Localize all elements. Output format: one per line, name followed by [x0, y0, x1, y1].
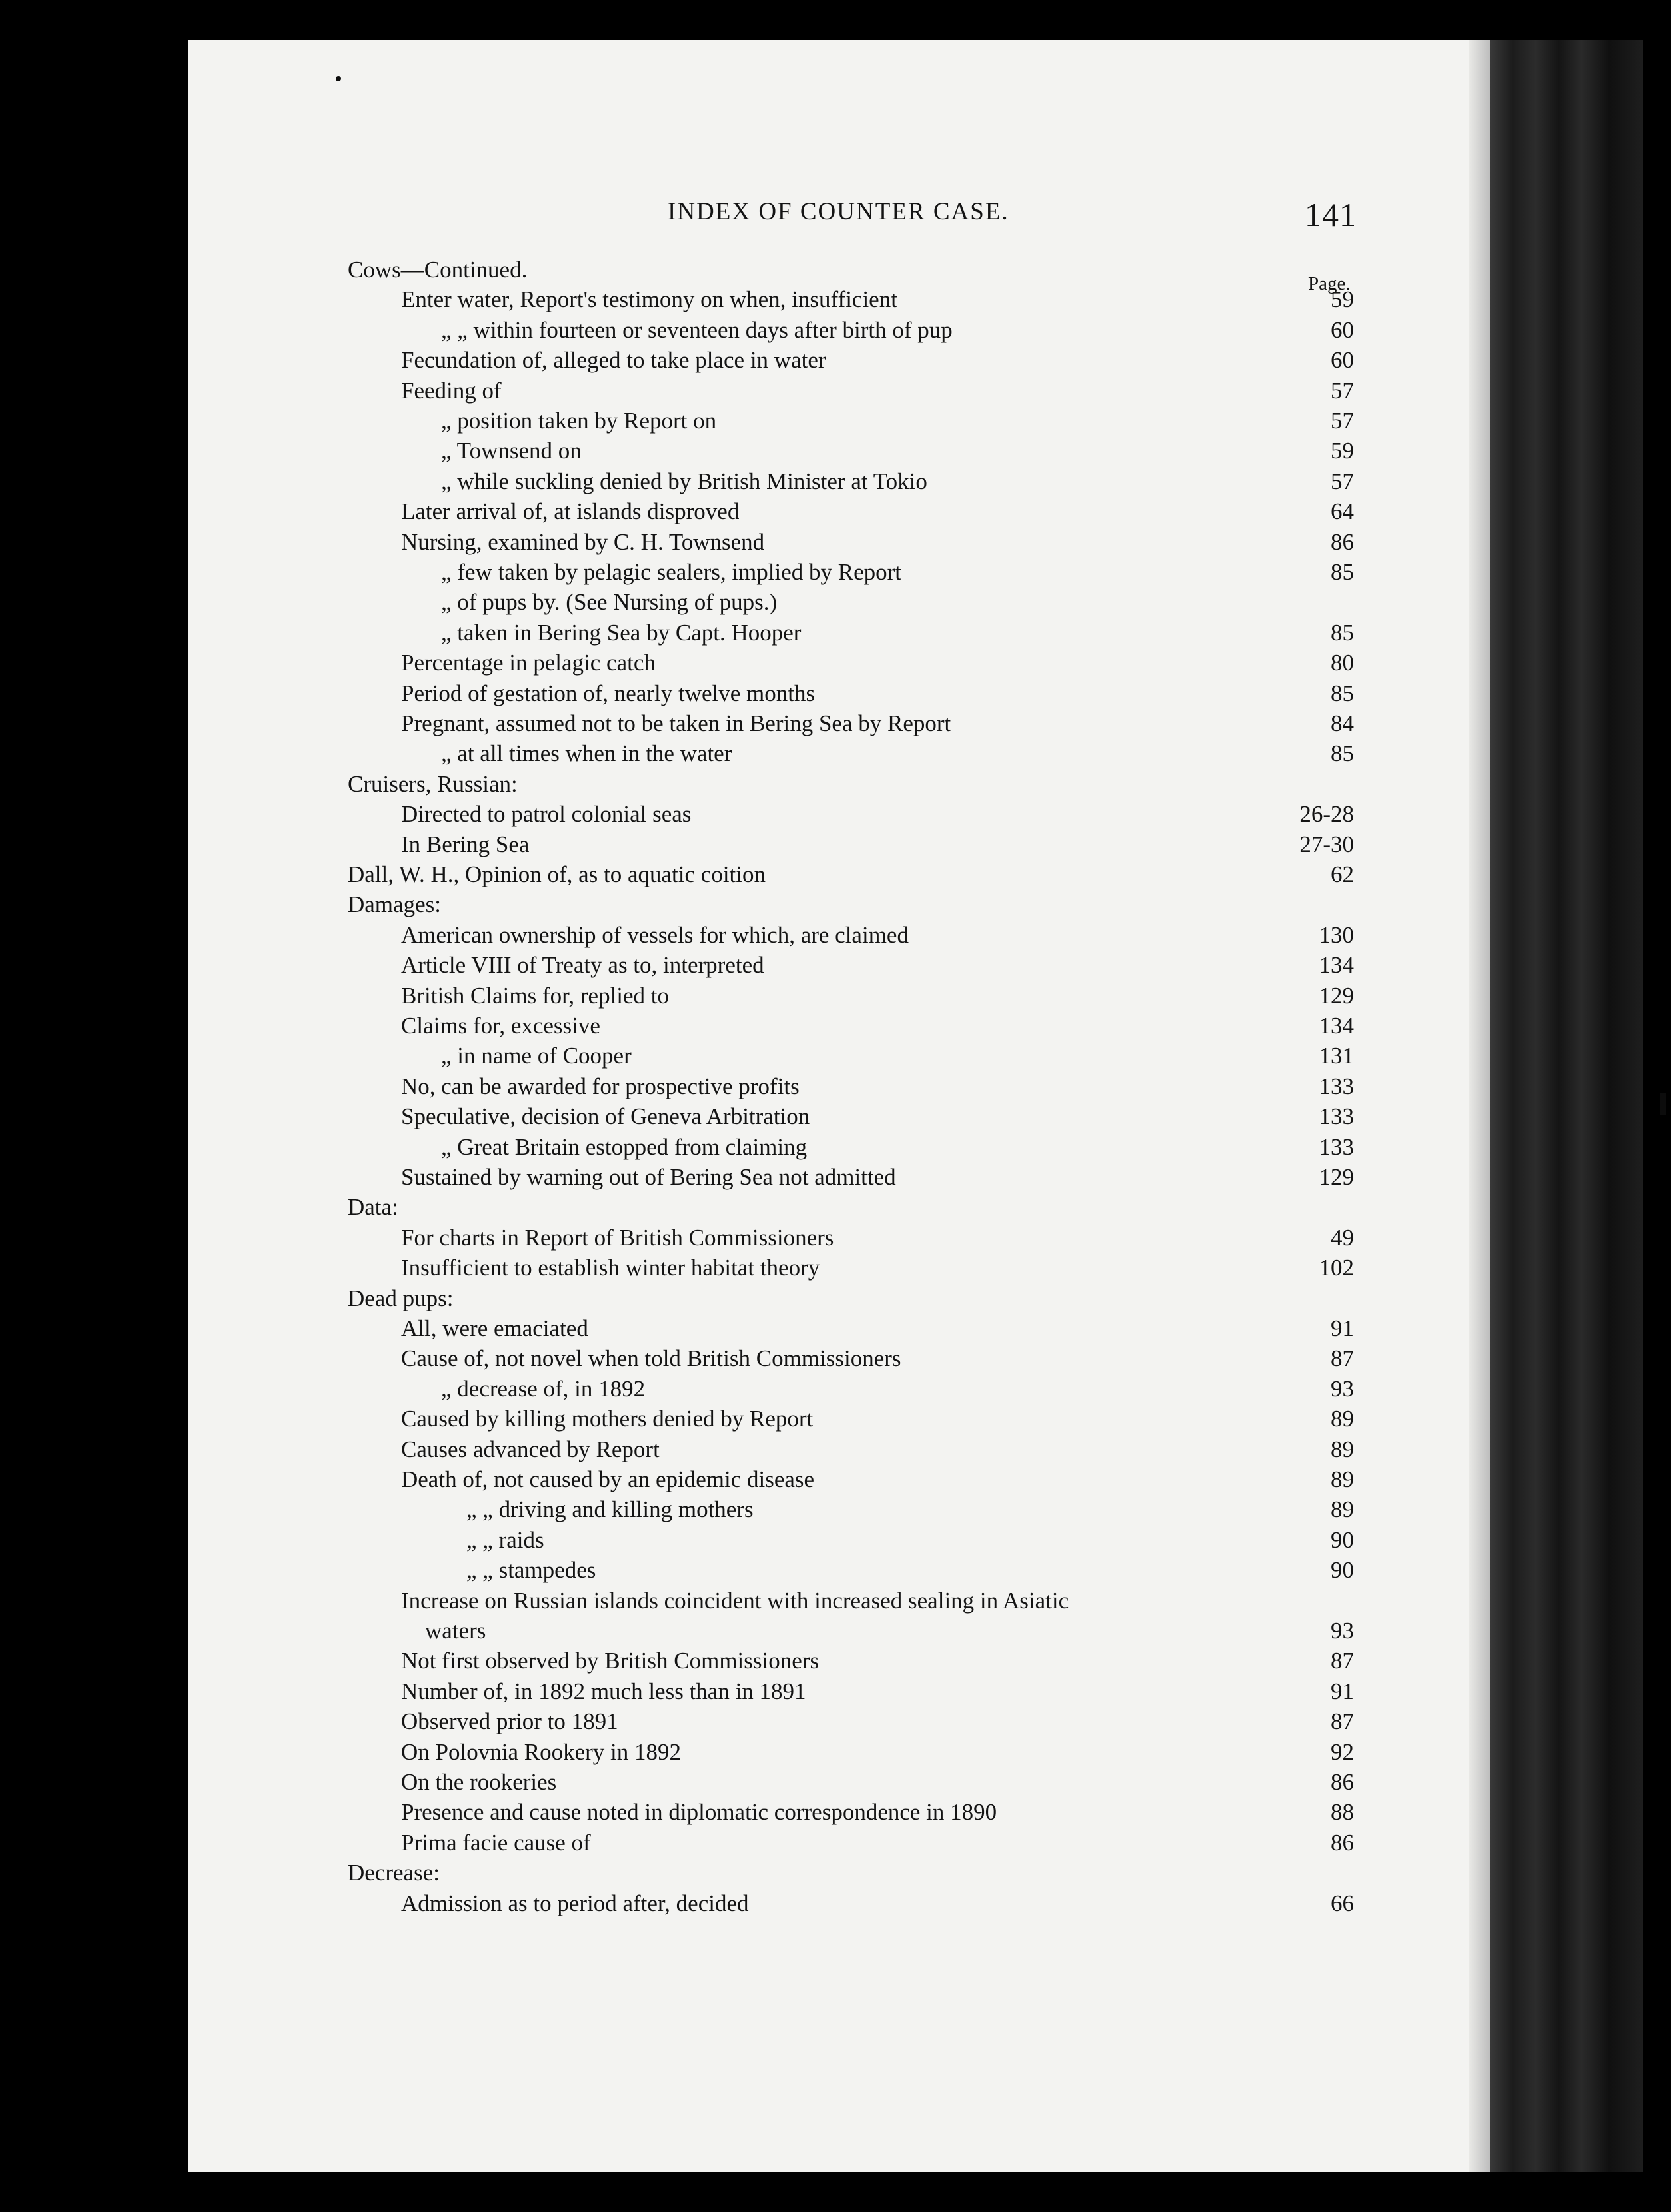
index-entry: [401, 1797, 1354, 1828]
entry-text: „ of pups by. (See Nursing of pups.): [441, 589, 778, 615]
index-entry: [441, 315, 1354, 346]
index-entry: [401, 950, 1354, 981]
leader-dots: [848, 1223, 1274, 1253]
entry-page: 89: [1331, 1496, 1354, 1522]
entry-page: 60: [1331, 347, 1354, 373]
index-entry: [401, 1586, 1354, 1616]
entry-text: „ in name of Cooper: [441, 1043, 632, 1069]
entry-text: Percentage in pelagic catch: [401, 650, 656, 676]
index-entry: [401, 1646, 1354, 1676]
index-entry: [401, 1737, 1354, 1768]
entry-text: „ „ stampedes: [466, 1557, 596, 1583]
entry-text: All, were emaciated: [401, 1315, 588, 1341]
entry-text: Decrease:: [348, 1860, 440, 1886]
index-entry: [441, 1041, 1354, 1071]
entry-text: Presence and cause noted in diplomatic correspondence in 1890: [401, 1799, 997, 1825]
entry-text: Fecundation of, alleged to take place in water: [401, 347, 826, 373]
index-entry: [466, 1494, 1354, 1525]
entry-page: 57: [1331, 408, 1354, 434]
leader-dots: [754, 496, 1274, 527]
entry-page: 57: [1331, 468, 1354, 494]
entry-page: 86: [1331, 1830, 1354, 1856]
entry-text: „ Great Britain estopped from claiming: [441, 1134, 808, 1160]
entry-page: 87: [1331, 1648, 1354, 1674]
entry-text: In Bering Sea: [401, 831, 530, 857]
entry-text: „ while suckling denied by British Minister at Tokio: [441, 468, 927, 494]
entry-page: 93: [1331, 1376, 1354, 1402]
leader-dots: [916, 1343, 1274, 1374]
index-entry: [401, 1223, 1354, 1253]
index-entry: [401, 284, 1354, 315]
leader-dots: [1011, 1797, 1274, 1828]
index-heading: [348, 769, 1354, 800]
leader-dots: [780, 859, 1274, 890]
leader-dots: [923, 920, 1274, 951]
entry-page: 59: [1331, 286, 1354, 312]
leader-dots: [706, 799, 1274, 830]
index-entry: [401, 1767, 1354, 1798]
index-entry: [441, 618, 1354, 648]
index-entry: [441, 587, 1354, 618]
leader-dots: [965, 708, 1274, 739]
index-entry: [401, 1101, 1354, 1132]
leader-dots: [596, 436, 1274, 466]
index-entry: [401, 648, 1354, 678]
entry-text: „ decrease of, in 1892: [441, 1376, 646, 1402]
leader-dots: [829, 1464, 1274, 1495]
entry-page: 86: [1331, 1769, 1354, 1795]
index-entry: [401, 1343, 1354, 1374]
leader-dots: [746, 738, 1274, 769]
index-entry: [401, 1011, 1354, 1041]
page-column-label: Page.: [1308, 273, 1351, 294]
entry-page: 134: [1319, 1013, 1354, 1039]
index-entry: [401, 1464, 1354, 1495]
index-entry: [401, 981, 1354, 1011]
entry-text: Admission as to period after, decided: [401, 1890, 749, 1916]
leader-dots: [834, 1646, 1274, 1676]
leader-dots: [544, 830, 1274, 860]
entry-page: 93: [1331, 1618, 1354, 1644]
entry-text: Cows—Continued.: [348, 257, 528, 282]
index-entry: [401, 496, 1354, 527]
entry-text: Period of gestation of, nearly twelve months: [401, 680, 816, 706]
index-entry: [401, 920, 1354, 951]
index-entry: [401, 830, 1354, 860]
index-heading: [348, 1192, 1354, 1223]
leader-dots: [841, 345, 1274, 376]
leader-dots: [779, 527, 1274, 558]
entry-text: Damages:: [348, 891, 441, 917]
leader-dots: [731, 406, 1274, 436]
entry-page: 89: [1331, 1406, 1354, 1432]
index-entry: [401, 1434, 1354, 1465]
index-entry: [401, 1071, 1354, 1102]
entry-text: Causes advanced by Report: [401, 1436, 660, 1462]
scan-speck: [1660, 1093, 1666, 1115]
leader-dots: [824, 1101, 1274, 1132]
entry-text: waters: [425, 1618, 486, 1644]
entry-text: Article VIII of Treaty as to, interpreted: [401, 952, 764, 978]
entry-text: Increase on Russian islands coincident with increased sealing in Asiatic: [401, 1588, 1069, 1614]
entry-page: 59: [1331, 438, 1354, 464]
leader-dots: [571, 1767, 1274, 1798]
index-entry: [441, 406, 1354, 436]
leader-dots: [696, 1737, 1274, 1768]
entry-page: 86: [1331, 529, 1354, 555]
index-entry: [401, 678, 1354, 709]
leader-dots: [684, 981, 1274, 1011]
entry-text: Prima facie cause of: [401, 1830, 591, 1856]
index-heading: [348, 859, 1354, 890]
entry-text: „ position taken by Report on: [441, 408, 717, 434]
scan-speck: [336, 76, 341, 81]
entry-text: „ taken in Bering Sea by Capt. Hooper: [441, 620, 802, 646]
index-entry: [401, 527, 1354, 558]
index-entry: [401, 1404, 1354, 1434]
entry-page: 129: [1319, 983, 1354, 1009]
entry-text: Data:: [348, 1194, 398, 1220]
entry-page: 90: [1331, 1527, 1354, 1553]
entry-text: Nursing, examined by C. H. Townsend: [401, 529, 765, 555]
entry-text: „ „ raids: [466, 1527, 544, 1553]
entry-page: 131: [1319, 1043, 1354, 1069]
page-number: 141: [1305, 196, 1357, 233]
page-gutter-shadow: [1469, 40, 1490, 2172]
leader-dots: [646, 1041, 1274, 1071]
entry-page: 134: [1319, 952, 1354, 978]
entry-text: Enter water, Report's testimony on when, insufficient: [401, 286, 897, 312]
entry-text: Dall, W. H., Opinion of, as to aquatic coition: [348, 861, 766, 887]
entry-text: „ few taken by pelagic sealers, implied by Report: [441, 559, 902, 585]
leader-dots: [633, 1706, 1274, 1737]
entry-page: 133: [1319, 1103, 1354, 1129]
index-entry: [401, 1162, 1354, 1193]
leader-dots: [606, 1828, 1274, 1858]
entry-page: 91: [1331, 1678, 1354, 1704]
entry-page: 85: [1331, 559, 1354, 585]
leader-dots: [768, 1494, 1274, 1525]
leader-dots: [814, 1071, 1274, 1102]
entry-page: 87: [1331, 1345, 1354, 1371]
entry-text: Cruisers, Russian:: [348, 771, 518, 797]
entry-page: 57: [1331, 378, 1354, 404]
index-entry: [401, 1888, 1354, 1919]
entry-text: On Polovnia Rookery in 1892: [401, 1739, 681, 1765]
entry-page: 85: [1331, 680, 1354, 706]
index-heading: [348, 255, 1354, 285]
entry-page: 91: [1331, 1315, 1354, 1341]
index-entry: [401, 345, 1354, 376]
entry-text: Cause of, not novel when told British Commissioners: [401, 1345, 901, 1371]
entry-text: Number of, in 1892 much less than in 1891: [401, 1678, 806, 1704]
entry-text: Dead pups:: [348, 1285, 454, 1311]
entry-page: 102: [1319, 1255, 1354, 1281]
leader-dots: [911, 1162, 1274, 1193]
entry-text: Insufficient to establish winter habitat theory: [401, 1255, 820, 1281]
leader-dots: [603, 1313, 1274, 1344]
book-edge: [1490, 40, 1643, 2172]
index-heading: [348, 1858, 1354, 1888]
entry-text: „ „ driving and killing mothers: [466, 1496, 754, 1522]
leader-dots: [821, 1676, 1274, 1707]
entry-page: 64: [1331, 498, 1354, 524]
entry-page: 129: [1319, 1164, 1354, 1190]
entry-text: British Claims for, replied to: [401, 983, 670, 1009]
entry-page: 87: [1331, 1708, 1354, 1734]
index-entry: [425, 1616, 1354, 1646]
entry-text: Sustained by warning out of Bering Sea not admitted: [401, 1164, 896, 1190]
leader-dots: [674, 1434, 1274, 1465]
leader-dots: [500, 1616, 1274, 1646]
entry-page: 88: [1331, 1799, 1354, 1825]
leader-dots: [610, 1555, 1274, 1586]
leader-dots: [559, 1525, 1274, 1556]
entry-page: 84: [1331, 710, 1354, 736]
entry-text: Speculative, decision of Geneva Arbitration: [401, 1103, 810, 1129]
index-entry: [441, 738, 1354, 769]
index-entry: [401, 1828, 1354, 1858]
entry-page: 133: [1319, 1134, 1354, 1160]
index-entry: [441, 466, 1354, 497]
entry-text: Later arrival of, at islands disproved: [401, 498, 740, 524]
index-heading: [348, 1283, 1354, 1314]
leader-dots: [834, 1253, 1274, 1283]
entry-page: 60: [1331, 317, 1354, 343]
index-entry: [466, 1555, 1354, 1586]
entry-page: 90: [1331, 1557, 1354, 1583]
entry-text: Caused by killing mothers denied by Report: [401, 1406, 814, 1432]
entry-page: 85: [1331, 620, 1354, 646]
entry-page: 92: [1331, 1739, 1354, 1765]
leader-dots: [942, 466, 1274, 497]
index-entry: [441, 436, 1354, 466]
index-entry: [441, 1132, 1354, 1163]
entry-text: Not first observed by British Commissioners: [401, 1648, 820, 1674]
entry-page: 62: [1331, 861, 1354, 887]
entry-text: Pregnant, assumed not to be taken in Bering Sea by Report: [401, 710, 951, 736]
entry-page: 80: [1331, 650, 1354, 676]
index-entry: [401, 376, 1354, 406]
entry-text: American ownership of vessels for which, are claimed: [401, 922, 909, 948]
entry-page: 85: [1331, 740, 1354, 766]
leader-dots: [822, 1132, 1274, 1163]
index-entry: [401, 1676, 1354, 1707]
leader-dots: [916, 557, 1274, 588]
entry-text: Claims for, excessive: [401, 1013, 600, 1039]
leader-dots: [816, 618, 1274, 648]
entry-text: „ Townsend on: [441, 438, 582, 464]
entry-text: No, can be awarded for prospective profits: [401, 1073, 800, 1099]
index-entry: [441, 1374, 1354, 1404]
index-entry: [401, 799, 1354, 830]
entry-page: 133: [1319, 1073, 1354, 1099]
leader-dots: [967, 315, 1274, 346]
entry-text: On the rookeries: [401, 1769, 557, 1795]
entry-page: 89: [1331, 1466, 1354, 1492]
leader-dots: [830, 678, 1274, 709]
leader-dots: [828, 1404, 1274, 1434]
index-heading: [348, 889, 1354, 920]
leader-dots: [615, 1011, 1274, 1041]
leader-dots: [764, 1888, 1274, 1919]
entry-text: Feeding of: [401, 378, 502, 404]
index-entry: [401, 1253, 1354, 1283]
entry-text: Death of, not caused by an epidemic disease: [401, 1466, 815, 1492]
entry-text: „ at all times when in the water: [441, 740, 732, 766]
entry-page: 49: [1331, 1225, 1354, 1251]
entry-text: For charts in Report of British Commissioners: [401, 1225, 834, 1251]
index-entry: [401, 1706, 1354, 1737]
running-head: INDEX OF COUNTER CASE.: [668, 198, 1009, 225]
entry-page: 130: [1319, 922, 1354, 948]
leader-dots: [516, 376, 1274, 406]
entry-text: Directed to patrol colonial seas: [401, 801, 692, 827]
entry-page: 26-28: [1299, 801, 1354, 827]
index-entry: [441, 557, 1354, 588]
entry-page: 89: [1331, 1436, 1354, 1462]
leader-dots: [912, 284, 1274, 315]
index-entry: [401, 708, 1354, 739]
entry-page: 66: [1331, 1890, 1354, 1916]
leader-dots: [660, 1374, 1274, 1404]
entry-text: Observed prior to 1891: [401, 1708, 618, 1734]
index-entry: [466, 1525, 1354, 1556]
entry-text: „ „ within fourteen or seventeen days after birth of pup: [441, 317, 953, 343]
entry-page: 27-30: [1299, 831, 1354, 857]
leader-dots: [670, 648, 1274, 678]
leader-dots: [779, 950, 1274, 981]
index-entry: [401, 1313, 1354, 1344]
